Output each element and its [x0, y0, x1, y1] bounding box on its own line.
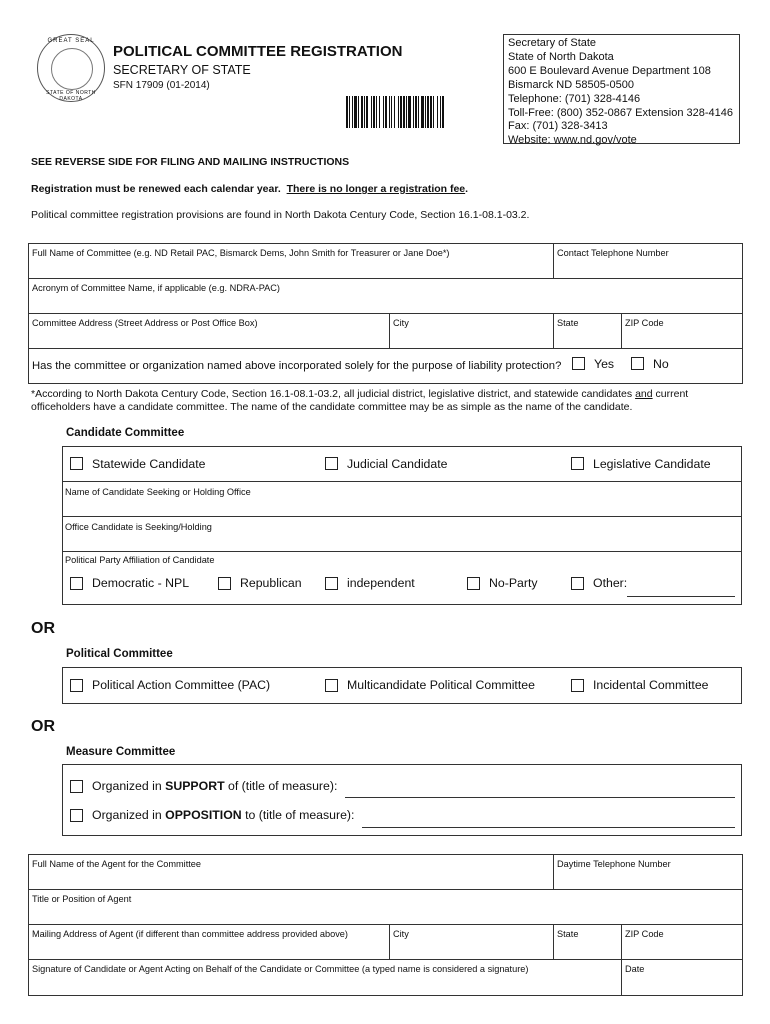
agent-phone-field[interactable]: Daytime Telephone Number: [557, 859, 671, 869]
legislative-candidate-label: Legislative Candidate: [593, 457, 711, 471]
other-party-input[interactable]: [627, 596, 735, 597]
judicial-candidate-checkbox[interactable]: [325, 457, 338, 470]
committee-city-field[interactable]: City: [393, 318, 409, 328]
oppose-keyword: OPPOSITION: [165, 808, 242, 822]
candidate-committee-note: [31, 388, 746, 414]
sos-line: State of North Dakota: [508, 50, 614, 63]
oppose-measure-label: [92, 808, 354, 822]
state-seal: [37, 34, 105, 102]
sos-line: Secretary of State: [508, 37, 597, 49]
support-keyword: SUPPORT: [165, 779, 225, 793]
oppose-measure-checkbox[interactable]: [70, 809, 83, 822]
measure-committee-heading: Measure Committee: [66, 746, 176, 758]
statewide-candidate-checkbox[interactable]: [70, 457, 83, 470]
judicial-candidate-label: Judicial Candidate: [347, 457, 448, 471]
renewal-note: [31, 183, 468, 195]
sos-line: Fax: (701) 328-3413: [508, 120, 608, 133]
acronym-field[interactable]: Acronym of Committee Name, if applicable (e.g. NDRA-PAC): [32, 283, 280, 293]
multicandidate-checkbox[interactable]: [325, 679, 338, 692]
committee-name-field[interactable]: Full Name of Committee (e.g. ND Retail PAC, Bismarck Dems, John Smith for Treasurer or Jane Doe*): [32, 248, 450, 258]
committee-zip-field[interactable]: ZIP Code: [625, 318, 664, 328]
incidental-checkbox[interactable]: [571, 679, 584, 692]
sos-line: Telephone: (701) 328-4146: [508, 92, 641, 105]
independent-checkbox[interactable]: [325, 577, 338, 590]
or-divider-2: OR: [31, 718, 55, 735]
multicandidate-label: Multicandidate Political Committee: [347, 678, 535, 692]
seal-emblem-icon: [51, 48, 93, 90]
contact-phone-field[interactable]: Contact Telephone Number: [557, 248, 669, 258]
other-party-label: Other:: [593, 576, 628, 590]
sos-line: Website: www.nd.gov/vote: [508, 134, 637, 147]
candidate-name-field[interactable]: Name of Candidate Seeking or Holding Office: [65, 487, 251, 497]
provisions-note: Political committee registration provisions are found in North Dakota Century Code, Section 16.1-08.1-03.2.: [31, 209, 530, 221]
support-measure-checkbox[interactable]: [70, 780, 83, 793]
republican-label: Republican: [240, 576, 302, 590]
agent-info-table: [28, 854, 743, 996]
independent-label: independent: [347, 576, 415, 590]
committee-state-field[interactable]: State: [557, 318, 579, 328]
renewal-text: Registration must be renewed each calendar year.: [31, 183, 281, 195]
agent-state-field[interactable]: State: [557, 929, 579, 939]
pac-checkbox[interactable]: [70, 679, 83, 692]
committee-address-field[interactable]: Committee Address (Street Address or Post Office Box): [32, 318, 258, 328]
agent-zip-field[interactable]: ZIP Code: [625, 929, 664, 939]
incorporated-no-checkbox[interactable]: [631, 357, 644, 370]
measure-committee-table: [62, 764, 742, 836]
note-text-end: current officeholders have a candidate committee. The name of the candidate committee may be as simple as the name of the candidate.: [31, 388, 689, 413]
candidate-committee-heading: Candidate Committee: [66, 427, 185, 439]
statewide-candidate-label: Statewide Candidate: [92, 457, 206, 471]
legislative-candidate-checkbox[interactable]: [571, 457, 584, 470]
democratic-npl-label: Democratic - NPL: [92, 576, 190, 590]
sos-address-box: [503, 34, 740, 147]
renewal-period: .: [465, 183, 469, 195]
office-field[interactable]: Office Candidate is Seeking/Holding: [65, 522, 212, 532]
agent-title-field[interactable]: Title or Position of Agent: [32, 894, 132, 904]
pac-label: Political Action Committee (PAC): [92, 678, 271, 692]
no-fee-text: There is no longer a registration fee: [286, 183, 466, 195]
no-party-checkbox[interactable]: [467, 577, 480, 590]
republican-checkbox[interactable]: [218, 577, 231, 590]
form-subtitle: SECRETARY OF STATE: [113, 63, 251, 77]
oppose-text-end: to (title of measure):: [241, 808, 355, 822]
barcode-icon: [346, 96, 500, 128]
incidental-label: Incidental Committee: [593, 678, 709, 692]
form-title: POLITICAL COMMITTEE REGISTRATION: [113, 43, 403, 60]
support-text: Organized in: [92, 779, 166, 793]
no-label: No: [653, 357, 669, 371]
agent-city-field[interactable]: City: [393, 929, 409, 939]
agent-name-field[interactable]: Full Name of the Agent for the Committee: [32, 859, 202, 869]
political-committee-heading: Political Committee: [66, 648, 173, 660]
democratic-npl-checkbox[interactable]: [70, 577, 83, 590]
oppose-text: Organized in: [92, 808, 166, 822]
party-affiliation-label: Political Party Affiliation of Candidate: [65, 555, 215, 565]
incorporated-yes-checkbox[interactable]: [572, 357, 585, 370]
sos-line: 600 E Boulevard Avenue Department 108: [508, 64, 711, 77]
support-measure-label: [92, 779, 337, 793]
date-field[interactable]: Date: [625, 964, 645, 974]
signature-field[interactable]: Signature of Candidate or Agent Acting on Behalf of the Candidate or Committee (a typed name is considered a signature): [32, 964, 529, 974]
other-party-checkbox[interactable]: [571, 577, 584, 590]
incorporated-question: Has the committee or organization named above incorporated solely for the purpose of liability protection?: [32, 360, 562, 372]
no-party-label: No-Party: [489, 576, 538, 590]
support-measure-title-input[interactable]: [345, 797, 735, 798]
form-number: SFN 17909 (01-2014): [113, 80, 210, 91]
note-text: *According to North Dakota Century Code, Section 16.1-08.1-03.2, all judicial district, legislative district, and statewide candidates: [31, 388, 636, 400]
sos-line: Bismarck ND 58505-0500: [508, 78, 634, 91]
yes-label: Yes: [594, 357, 615, 371]
note-and: and: [635, 388, 653, 400]
sos-line: Toll-Free: (800) 352-0867 Extension 328-4146: [508, 106, 734, 119]
agent-mailing-address-field[interactable]: Mailing Address of Agent (if different than committee address provided above): [32, 929, 348, 939]
or-divider-1: OR: [31, 620, 55, 637]
oppose-measure-title-input[interactable]: [362, 827, 735, 828]
seal-top-text: GREAT SEAL: [47, 38, 95, 44]
support-text-end: of (title of measure):: [224, 779, 338, 793]
seal-bottom-text: STATE OF NORTH DAKOTA: [46, 90, 96, 102]
instructions-note: SEE REVERSE SIDE FOR FILING AND MAILING INSTRUCTIONS: [31, 156, 350, 168]
